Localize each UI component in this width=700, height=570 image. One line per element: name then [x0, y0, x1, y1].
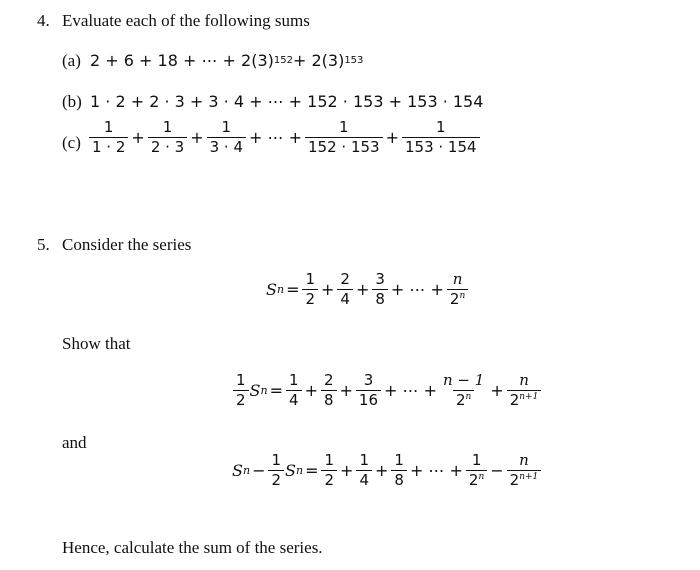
question-4-prompt: Evaluate each of the following sums	[62, 11, 310, 30]
part-a-expr-start: 2 + 6 + 18 + ⋯ + 2(3)	[90, 51, 274, 70]
series-definition: S n = $\frac{1}{2}$ + $\frac{2}{4}$ + $\frac{3}{8}$ + ⋯ + $\frac{n}{2^n}$	[266, 272, 469, 307]
half-series-equation: $\frac{1}{2}$ S n = $\frac{1}{4}$ + $\frac{2}{8}$ + $\frac{3}{16}$ + ⋯ + $\frac{n - 1}{2^n}$ + $\frac{n}{2^{n+1}}$	[232, 373, 542, 408]
part-a-exponent-152: 152	[273, 55, 293, 66]
question-4-number: 4.	[37, 11, 50, 30]
difference-equation: S n − $\frac{1}{2}$ S n = $\frac{1}{2}$ + $\frac{1}{4}$ + $\frac{1}{8}$ + ⋯ + $\frac{1}{2^n}$ − $\frac{n}{2^{n+1}}$	[232, 453, 542, 488]
part-b-label: (b)	[62, 92, 82, 111]
question-5-number: 5.	[37, 235, 50, 254]
part-a-exponent-153: 153	[344, 55, 364, 66]
question-5-prompt: Consider the series	[62, 235, 192, 254]
part-c-expression: $\frac{1}{1 \cdot 2}$ + $\frac{1}{2 \cdot 3}$ + $\frac{1}{3 \cdot 4}$ + ⋯ + $\frac{1}{152 \cdot 153}$ + $\frac{1}{153 \cdot 154}$	[88, 120, 481, 155]
show-that-label: Show that	[62, 334, 131, 353]
part-b-expression: 1 · 2 + 2 · 3 + 3 · 4 + ⋯ + 152 · 153 + 153 · 154	[90, 92, 484, 111]
part-a-expression	[90, 53, 363, 69]
fraction-1-over-153x154: $\frac{1}{153 \cdot 154}$	[402, 120, 480, 155]
hence-instruction: Hence, calculate the sum of the series.	[62, 538, 323, 557]
fraction-1-over-3x4: $\frac{1}{3 \cdot 4}$	[207, 120, 246, 155]
fraction-1-over-152x153: $\frac{1}{152 \cdot 153}$	[305, 120, 383, 155]
part-a-expr-mid: + 2(3)	[292, 51, 345, 70]
part-a-label: (a)	[62, 51, 81, 70]
fraction-1-over-1x2: $\frac{1}{1 \cdot 2}$	[89, 120, 128, 155]
part-c-label: (c)	[62, 133, 81, 152]
fraction-1-over-2x3: $\frac{1}{2 \cdot 3}$	[148, 120, 187, 155]
and-label: and	[62, 433, 87, 452]
